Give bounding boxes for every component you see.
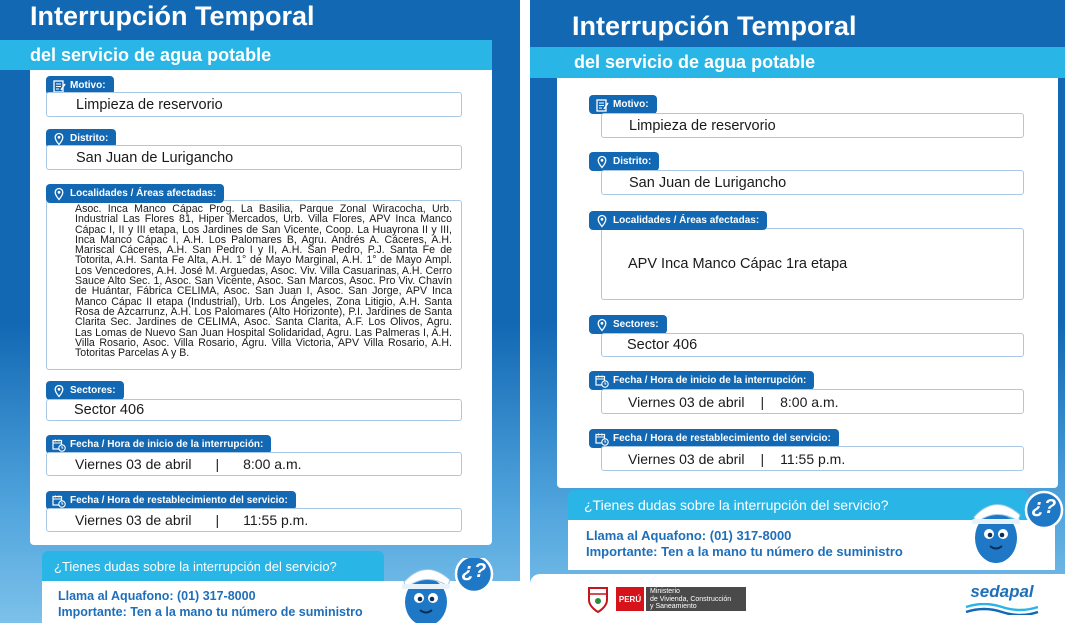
poster-title: Interrupción Temporal <box>30 1 315 31</box>
right-poster <box>530 0 1065 623</box>
motivo-value: Limpieza de reservorio <box>76 96 223 113</box>
water-drop-mascot <box>966 490 1065 570</box>
localidades-field <box>601 228 1024 300</box>
footer-bar <box>530 574 1065 623</box>
distrito-value: San Juan de Lurigancho <box>629 174 787 191</box>
localidades-label: Localidades / Áreas afectadas: <box>46 184 224 203</box>
location-pin-icon <box>595 155 609 169</box>
ministry-badge: Ministerio de Vivienda, Construcción y Saneamiento <box>646 587 746 611</box>
peru-badge: PERÚ <box>616 587 644 611</box>
question-mark: ¿? <box>461 560 487 582</box>
sectores-value: Sector 406 <box>627 337 698 353</box>
motivo-field <box>46 92 462 117</box>
important-note: Importante: Ten a la mano tu número de suministro <box>586 544 903 559</box>
sectores-value: Sector 406 <box>74 402 145 418</box>
notepad-icon <box>52 79 66 93</box>
motivo-field <box>601 113 1024 138</box>
important-note: Importante: Ten a la mano tu número de suministro <box>58 605 363 619</box>
waves-icon <box>964 603 1040 615</box>
inicio-date: Viernes 03 de abril <box>75 456 192 472</box>
location-pin-icon <box>52 187 66 201</box>
water-drop-mascot <box>396 558 496 623</box>
coat-of-arms-icon <box>586 584 610 614</box>
motivo-label: Motivo: <box>46 76 114 95</box>
separator: | <box>760 393 765 410</box>
calendar-clock-icon <box>595 374 609 388</box>
inicio-field <box>601 389 1024 414</box>
restablecimiento-time: 11:55 p.m. <box>243 512 309 528</box>
inicio-label: Fecha / Hora de inicio de la interrupción: <box>46 435 271 454</box>
localidades-value: Asoc. Inca Manco Cápac Prog. La Basilia, Parque Zonal Wiracocha, Urb. Industrial Las Flores 81, Hiper Mercados, Urb. Villa Flores, APV Inca Manco Cápac I, II y III etapa, Los Jardines de San Vicente, Coop. La Huayrona II y III, Inca Manco Cápac I, A.H. Los Palomares B, Agru. Andrés A. Cáceres, A.H. Mariscal Cáceres, A.H. San Pedro I y II, A.H. San Pedro, P.J. Santa Fe de Totorita, A.H. Santa Fe Alta, A.H. 1° de Mayo Marginal, A.H. 1° de Mayo Ampl. Los Vencedores, A.H. José M. Arguedas, Asoc. Viv. Villa Casuarinas, A.H. Cerro Sauce Alto Sec. 1, Asoc. San Vicente, Asoc. San Marcos, Asoc. Pro Viv. Chavín de Huántar, Fábrica CELIMA, Asoc. San Juan I, Asoc. San Jorge, APV Inca Manco Cápac II etapa (Industrial), Urb. Los Ángeles, Zona Litigio, A.H. Santa Rosa de Azcarrunz, A.H. Los Palomares (Alto Horizonte), P.I. Jardines de Santa Clarita Sec. Jardines de CELIMA, Asoc. Santa Clarita, A.F. Los Olivos, Agru. Las Lomas de Nuevo San Juan Hospital Solidaridad, Agru. Las Palmeras I, A.H. Villa Rosario, Asoc. Villa Rosario, Agru. Villa Victoria, APV Villa Rosario, A.H. Totoritas Parcelas A y B. <box>75 204 452 360</box>
localidades-label: Localidades / Áreas afectadas: <box>589 211 767 230</box>
distrito-value: San Juan de Lurigancho <box>76 149 234 166</box>
calendar-clock-icon <box>595 432 609 446</box>
localidades-value: APV Inca Manco Cápac 1ra etapa <box>628 256 848 272</box>
location-pin-icon <box>595 214 609 228</box>
question-banner: ¿Tienes dudas sobre la interrupción del servicio? <box>42 551 384 581</box>
location-pin-icon <box>52 384 66 398</box>
separator: | <box>215 512 220 528</box>
inicio-date: Viernes 03 de abril <box>628 393 745 410</box>
distrito-field <box>601 170 1024 195</box>
restablecimiento-field <box>46 508 462 532</box>
sedapal-logo <box>962 582 1042 616</box>
sectores-field <box>601 333 1024 357</box>
motivo-value: Limpieza de reservorio <box>629 117 776 134</box>
calendar-clock-icon <box>52 438 66 452</box>
location-pin-icon <box>595 318 609 332</box>
inicio-time: 8:00 a.m. <box>780 393 839 410</box>
inicio-label: Fecha / Hora de inicio de la interrupción: <box>589 371 814 390</box>
inicio-time: 8:00 a.m. <box>243 456 302 472</box>
aquafono-call: Llama al Aquafono: (01) 317-8000 <box>58 589 256 603</box>
sectores-label: Sectores: <box>589 315 667 334</box>
inicio-field <box>46 452 462 476</box>
separator: | <box>760 450 765 467</box>
restablecimiento-date: Viernes 03 de abril <box>628 450 745 467</box>
calendar-clock-icon <box>52 494 66 508</box>
distrito-label: Distrito: <box>46 129 116 148</box>
question-mark: ¿? <box>1031 496 1057 518</box>
distrito-field <box>46 145 462 170</box>
sectores-label: Sectores: <box>46 381 124 400</box>
details-card <box>557 78 1058 488</box>
sectores-field <box>46 399 462 421</box>
notepad-icon <box>595 98 609 112</box>
restablecimiento-label: Fecha / Hora de restablecimiento del servicio: <box>589 429 839 448</box>
left-poster <box>0 0 520 623</box>
location-pin-icon <box>52 132 66 146</box>
aquafono-call: Llama al Aquafono: (01) 317-8000 <box>586 528 792 543</box>
motivo-label: Motivo: <box>589 95 657 114</box>
restablecimiento-date: Viernes 03 de abril <box>75 512 192 528</box>
details-card <box>30 70 492 545</box>
poster-title: Interrupción Temporal <box>572 11 857 41</box>
sedapal-wordmark: sedapal <box>970 582 1034 601</box>
restablecimiento-label: Fecha / Hora de restablecimiento del servicio: <box>46 491 296 510</box>
restablecimiento-time: 11:55 p.m. <box>780 450 846 467</box>
poster-subtitle: del servicio de agua potable <box>530 47 1065 78</box>
poster-subtitle: del servicio de agua potable <box>0 40 492 70</box>
question-banner: ¿Tienes dudas sobre la interrupción del servicio? <box>568 490 1028 520</box>
restablecimiento-field <box>601 446 1024 471</box>
distrito-label: Distrito: <box>589 152 659 171</box>
separator: | <box>215 456 220 472</box>
